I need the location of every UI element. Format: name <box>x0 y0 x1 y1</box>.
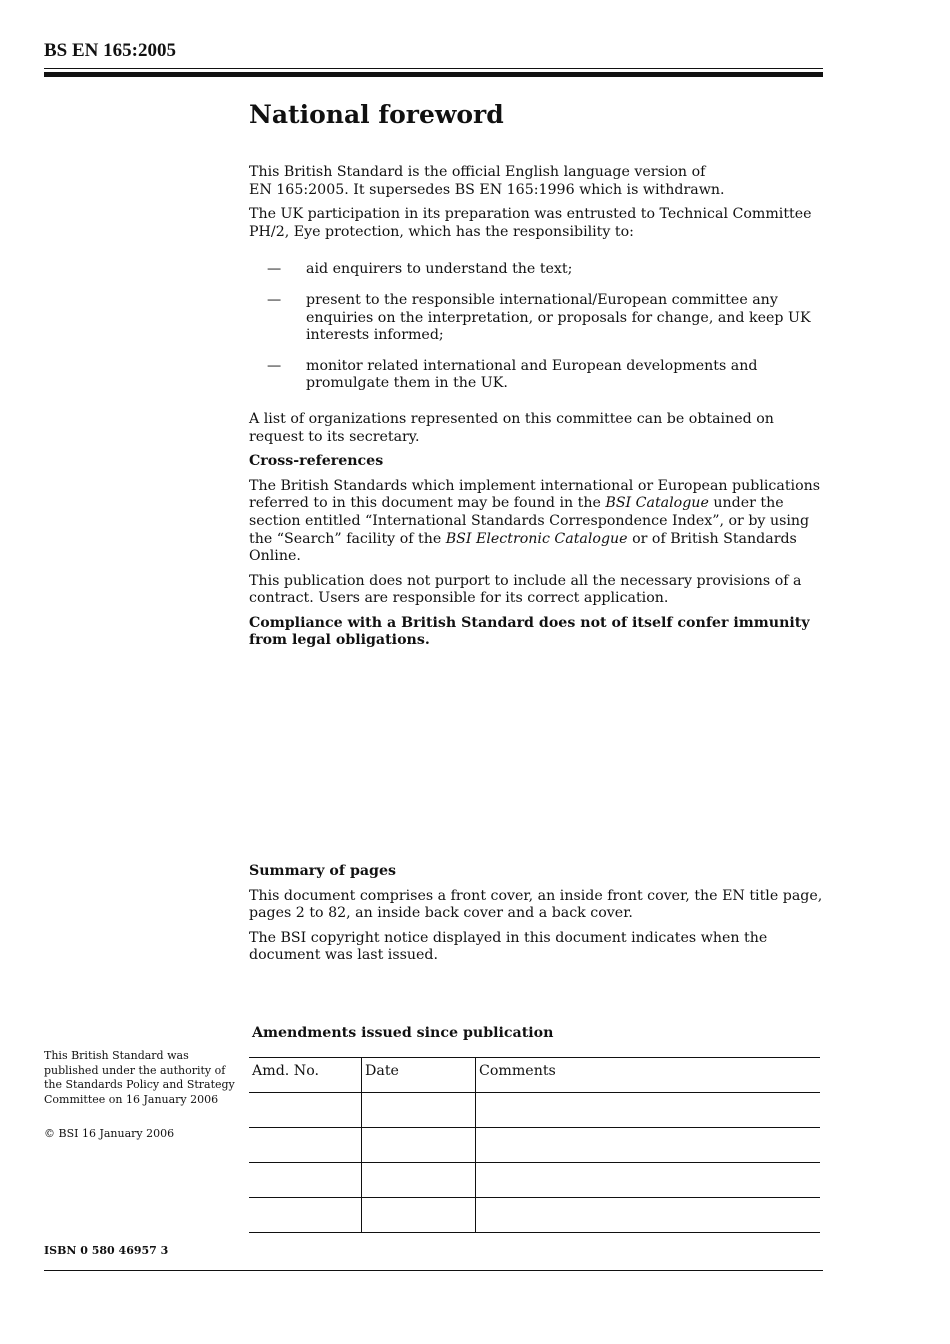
table-row <box>249 1128 820 1163</box>
crossref-italic: BSI Electronic Catalogue <box>445 530 628 547</box>
provisions-paragraph: This publication does not purport to include all the necessary provisions of a contract. Users are responsible for its correct application. <box>249 572 802 607</box>
list-item-text: aid enquirers to understand the text; <box>306 261 573 278</box>
table-cell <box>249 1128 362 1163</box>
table-cell <box>249 1163 362 1198</box>
list-item-text: present to the responsible international/European committee any enquiries on the interpretation, or proposals for change, and keep UK interests informed; <box>306 291 811 344</box>
dash-bullet: — <box>267 291 282 308</box>
table-row <box>249 1163 820 1198</box>
copyright-note: © BSI 16 January 2006 <box>44 1127 175 1140</box>
list-item <box>249 358 823 393</box>
table-cell <box>476 1198 821 1233</box>
intro-paragraph: This British Standard is the official English language version of EN 165:2005. It supersedes BS EN 165:1996 which is withdrawn. <box>249 164 725 198</box>
table-header-row <box>249 1058 820 1093</box>
list-item <box>249 292 823 345</box>
list-item-text: monitor related international and European developments and promulgate them in the UK. <box>306 357 758 392</box>
list-item <box>249 261 823 279</box>
column-header: Comments <box>476 1058 821 1093</box>
authority-note: This British Standard was published under the authority of the Standards Policy and Strategy Committee on 16 January 2006 <box>44 1049 235 1106</box>
amendments-table <box>249 1057 820 1233</box>
page-title: National foreword <box>249 100 504 129</box>
cross-references-paragraph <box>249 478 823 566</box>
dash-bullet: — <box>267 261 282 278</box>
publication-note <box>44 1049 244 1162</box>
table-row <box>249 1198 820 1233</box>
crossref-italic: BSI Catalogue <box>605 495 709 512</box>
table-cell <box>476 1163 821 1198</box>
header-rule-thick <box>44 72 823 77</box>
committee-paragraph: The UK participation in its preparation was entrusted to Technical Committee PH/2, Eye protection, which has the responsibility to: <box>249 206 812 240</box>
table-cell <box>476 1093 821 1128</box>
copyright-notice-paragraph: The BSI copyright notice displayed in this document indicates when the document was last issued. <box>249 929 768 964</box>
foreword-body <box>249 164 823 657</box>
amendments-title: Amendments issued since publication <box>252 1025 554 1041</box>
cross-references-heading: Cross-references <box>249 453 384 470</box>
table-cell <box>362 1128 476 1163</box>
compliance-statement: Compliance with a British Standard does not of itself confer immunity from legal obligations. <box>249 614 810 649</box>
summary-heading: Summary of pages <box>249 863 396 879</box>
table-cell <box>362 1198 476 1233</box>
crossref-text: under the section entitled “International Standards Correspondence Index”, or by using the “Search” facility of the <box>249 495 810 547</box>
table-cell <box>249 1198 362 1233</box>
table-row <box>249 1093 820 1128</box>
column-header: Date <box>362 1058 476 1093</box>
summary-paragraph: This document comprises a front cover, an inside front cover, the EN title page, pages 2 to 82, an inside back cover and a back cover. <box>249 887 823 922</box>
document-id: BS EN 165:2005 <box>44 40 176 61</box>
dash-bullet: — <box>267 357 282 374</box>
organizations-paragraph: A list of organizations represented on this committee can be obtained on request to its secretary. <box>249 410 774 445</box>
table-cell <box>476 1128 821 1163</box>
table-cell <box>249 1093 362 1128</box>
isbn: ISBN 0 580 46957 3 <box>44 1244 169 1257</box>
table-cell <box>362 1163 476 1198</box>
header-rule-thin <box>44 68 823 69</box>
column-header: Amd. No. <box>249 1058 362 1093</box>
responsibility-list <box>249 261 823 393</box>
crossref-text: The British Standards which implement international or European publications referred to in this document may be found in the <box>249 477 821 512</box>
crossref-text: or of British Standards Online. <box>249 530 797 565</box>
footer-rule <box>44 1270 823 1271</box>
summary-section <box>249 863 823 972</box>
table-cell <box>362 1093 476 1128</box>
